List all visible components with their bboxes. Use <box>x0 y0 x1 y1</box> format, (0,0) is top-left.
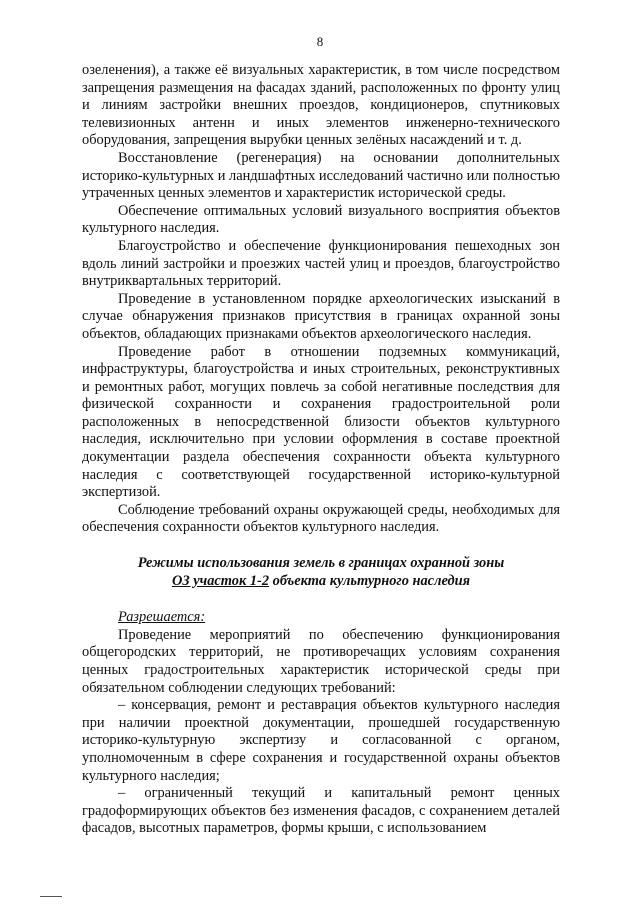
list-item-repair: – ограниченный текущий и капитальный ремонт ценных градоформирующих объектов без изменения фасадов, с сохранением деталей фасадов, высотных параметров, формы крыши, с использованием <box>82 785 560 837</box>
zone-designation: ОЗ участок 1-2 <box>171 572 270 589</box>
paragraph-works: Проведение работ в отношении подземных коммуникаций, инфраструктуры, благоустройства и иных строительных, реконструктивных и ремонтных работ, могущих повлечь за собой негативные последствия для физической сохранности и сохранения градостроительной роли расположенных в непосредственной близости объектов культурного наследия, исключительно при условии оформления в составе проектной документации раздела обеспечения сохранности объекта культурного наследия с соответствующей государственной историко-культурной экспертизой. <box>82 343 560 501</box>
list-item-conservation: – консервация, ремонт и реставрация объектов культурного наследия при наличии проектной документации, прошедшей государственную историко-культурную экспертизу и согласованной с органом, уполномоченным в сфере сохранения и государственной охраны объектов культурного наследия; <box>82 697 560 784</box>
section-heading-line-1: Режимы использования земель в границах охранной зоны <box>137 555 505 572</box>
document-body <box>82 62 560 838</box>
paragraph-environment: Соблюдение требований охраны окружающей среды, необходимых для обеспечения сохранности объектов культурного наследия. <box>82 501 560 536</box>
paragraph-visual-perception: Обеспечение оптимальных условий визуального восприятия объектов культурного наследия. <box>82 202 560 237</box>
heading-line-2-rest: объекта культурного наследия <box>269 572 471 589</box>
paragraph-landscaping: Благоустройство и обеспечение функционирования пешеходных зон вдоль линий застройки и проезжих частей улиц и проездов, благоустройство внутриквартальных территорий. <box>82 237 560 290</box>
paragraph-archaeology: Проведение в установленном порядке археологических изысканий в случае обнаружения признаков присутствия в границах охранной зоны объектов, обладающих признаками объектов археологического наследия. <box>82 290 560 342</box>
section-heading-line-2 <box>82 573 560 591</box>
paragraph-measures: Проведение мероприятий по обеспечению функционирования общегородских территорий, не противоречащих условиям сохранения ценных градостроительных характеристик исторической среды при обязательном соблюдении следующих требований: <box>82 626 560 696</box>
paragraph-continuation: озеленения), а также её визуальных характеристик, в том числе посредством запрещения размещения на фасадах зданий, расположенных по фронту улиц и линиям застройки внешних проездов, кондиционеров, спутниковых телевизионных антенн и иных элементов инженерно-технического оборудования, запрещения вырубки ценных зелёных насаждений и т. д. <box>82 62 560 149</box>
footer-divider <box>40 896 62 897</box>
page-number: 8 <box>316 34 324 49</box>
paragraph-restoration: Восстановление (регенерация) на основании дополнительных историко-культурных и ландшафтных исследований частично или полностью утраченных ценных элементов и характеристик исторической среды. <box>82 149 560 202</box>
allowed-label: Разрешается: <box>118 609 206 626</box>
